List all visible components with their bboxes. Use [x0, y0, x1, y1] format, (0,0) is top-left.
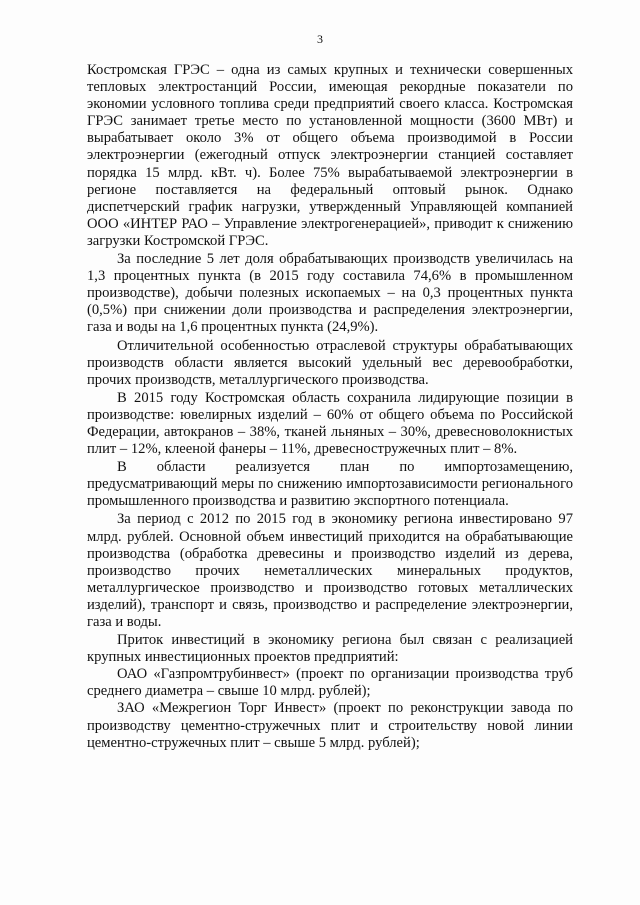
paragraph-project-mezhregion: ЗАО «Межрегион Торг Инвест» (проект по реконструкции завода по производству цементно-стружечных плит и строительству новой линии цементно-стружечных плит – свыше 5 млрд. рублей); [87, 700, 573, 751]
paragraph-project-gazpromtrubinvest: ОАО «Газпромтрубинвест» (проект по организации производства труб среднего диаметра – свыше 10 млрд. рублей); [87, 666, 573, 700]
paragraph-investments: За период с 2012 по 2015 год в экономику региона инвестировано 97 млрд. рублей. Основной объем инвестиций приходится на обрабатывающие производства (обработка древесины и производство изделий из дерева, производство прочих неметаллических минеральных продуктов, металлургическое производство и производство готовых металлических изделий), транспорт и связь, производство и распределение электроэнергии, газа и воды. [87, 511, 573, 630]
paragraph-investment-inflow: Приток инвестиций в экономику региона был связан с реализацией крупных инвестиционных проектов предприятий: [87, 632, 573, 666]
paragraph-industry-structure: Отличительной особенностью отраслевой структуры обрабатывающих производств области является высокий удельный вес деревообработки, прочих производств, металлургического производства. [87, 337, 573, 388]
paragraph-leading-positions: В 2015 году Костромская область сохранила лидирующие позиции в производстве: ювелирных изделий – 60% от общего объема по Российской Федерации, автокранов – 38%, тканей льняных – 30%, древесноволокнистых плит – 12%, клееной фанеры – 11%, древесностружечных плит – 8%. [87, 389, 573, 458]
paragraph-manufacturing-share: За последние 5 лет доля обрабатывающих производств увеличилась на 1,3 процентных пункта (в 2015 году составила 74,6% в промышленном производстве), добычи полезных ископаемых – на 0,3 процентных пункта (0,5%) при снижении доли производства и распределения электроэнергии, газа и воды на 1,6 процентных пункта (24,9%). [87, 251, 573, 336]
body-text [87, 62, 573, 752]
page-number: 3 [317, 32, 323, 46]
paragraph-import-substitution: В области реализуется план по импортозамещению, предусматривающий меры по снижению импортозависимости регионального промышленного производства и развитию экспортного потенциала. [87, 459, 573, 510]
paragraph-kostroma-gres: Костромская ГРЭС – одна из самых крупных и технически совершенных тепловых электростанций России, имеющая рекордные показатели по экономии условного топлива среди предприятий своего класса. Костромская ГРЭС занимает третье место по установленной мощности (3600 МВт) и вырабатывает около 3% от общего объема производимой в России электроэнергии (ежегодный отпуск электроэнергии станцией составляет порядка 15 млрд. кВт. ч). Более 75% вырабатываемой электроэнергии в регионе поставляется на федеральный оптовый рынок. Однако диспетчерский график нагрузки, утвержденный Управляющей компанией ООО «ИНТЕР РАО – Управление электрогенерацией», приводит к снижению загрузки Костромской ГРЭС. [87, 62, 573, 249]
